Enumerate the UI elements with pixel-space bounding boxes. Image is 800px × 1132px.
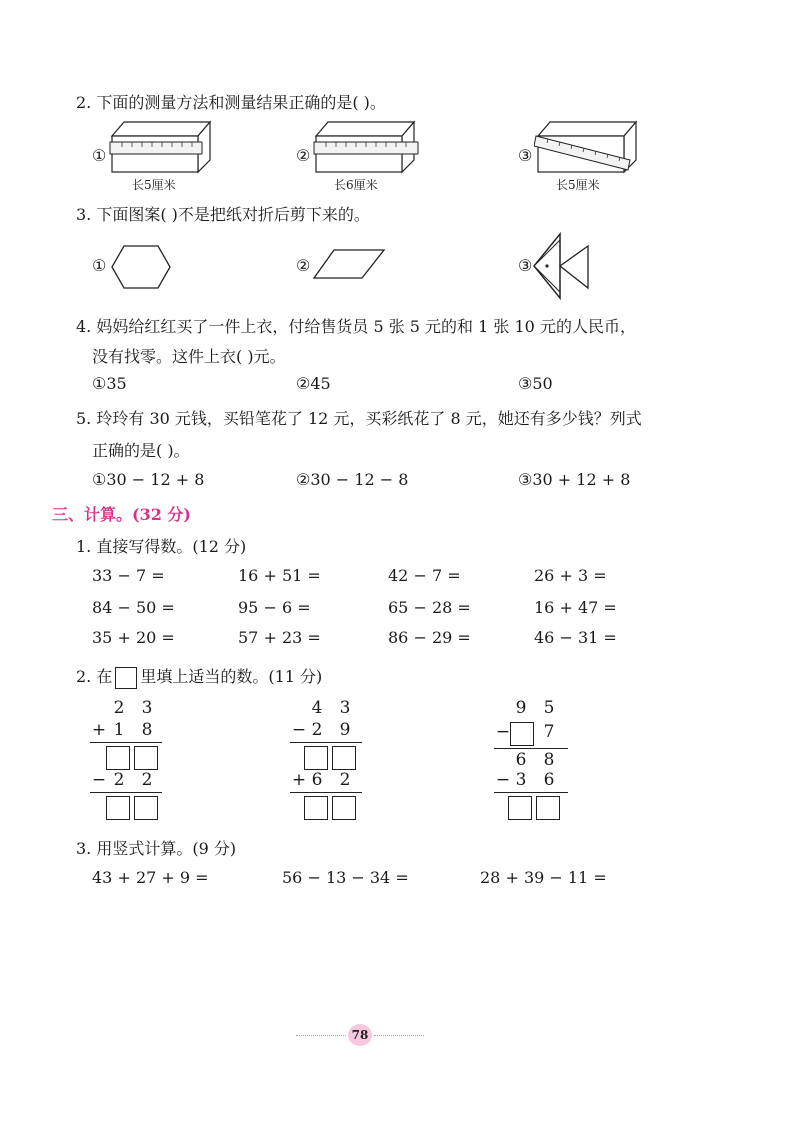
q3-option-2-mark[interactable]: ② [296,256,311,275]
q2-text: 2. 下面的测量方法和测量结果正确的是( )。 [76,93,386,112]
puzzle-operator: + [91,720,107,740]
q5-option-2[interactable]: ②30 − 12 − 8 [296,470,409,489]
calc-sub1-title: 1. 直接写得数。(12 分) [76,537,247,556]
hexagon-shape [110,244,172,290]
q2-option-2-mark[interactable]: ② [296,146,311,165]
puzzle-line [494,748,568,749]
puzzle-line [290,742,362,743]
puzzle-digit: 6 [515,750,527,770]
calc-item: 16 + 51 = [238,566,321,585]
calc-sub2-title-pre: 2. 在 [76,667,113,686]
answer-box[interactable] [332,796,356,820]
puzzle-digit: 2 [141,770,153,790]
footer-dots-left [296,1035,346,1036]
puzzle-operator: − [291,720,307,740]
puzzle-digit: 3 [515,770,527,790]
puzzle-digit: 2 [311,720,323,740]
answer-box[interactable] [304,746,328,770]
puzzle-operator: + [291,770,307,790]
calc-sub2-title-post: 里填上适当的数。(11 分) [140,667,323,686]
q3-option-1-mark[interactable]: ① [92,256,107,275]
puzzle-line [90,792,162,793]
puzzle-operator: − [91,770,107,790]
box-ruler-figure-3 [534,116,638,176]
calc-sub3-title: 3. 用竖式计算。(9 分) [76,839,237,858]
calc-item: 33 − 7 = [92,566,165,585]
puzzle-digit: 2 [339,770,351,790]
q4-option-1[interactable]: ①35 [92,374,127,393]
puzzle-line [494,792,568,793]
q5-line2: 正确的是( )。 [92,441,190,460]
puzzle-digit: 2 [113,698,125,718]
calc-item: 95 − 6 = [238,598,311,617]
answer-box[interactable] [106,746,130,770]
calc-sub2-title [76,664,322,689]
calc-item: 35 + 20 = [92,628,175,647]
page-number: 78 [348,1024,372,1046]
q5-option-3[interactable]: ③30 + 12 + 8 [518,470,631,489]
calc-item: 46 − 31 = [534,628,617,647]
answer-box[interactable] [106,796,130,820]
q2-option-2-caption: 长6厘米 [334,178,378,192]
q2-option-1-caption: 长5厘米 [132,178,176,192]
puzzle-line [290,792,362,793]
q2-option-1-mark[interactable]: ① [92,146,107,165]
puzzle-digit: 4 [311,698,323,718]
answer-box[interactable] [134,746,158,770]
puzzle-digit: 2 [113,770,125,790]
q3-text: 3. 下面图案( )不是把纸对折后剪下来的。 [76,205,370,224]
q4-option-2[interactable]: ②45 [296,374,331,393]
puzzle-operator: − [495,722,511,742]
puzzle-digit: 5 [543,698,555,718]
section-3-title: 三、计算。(32 分) [52,505,191,524]
puzzle-digit: 6 [311,770,323,790]
puzzle-digit: 8 [543,750,555,770]
answer-box[interactable] [304,796,328,820]
q4-option-3[interactable]: ③50 [518,374,553,393]
puzzle-digit: 9 [515,698,527,718]
vertical-calc-item: 28 + 39 − 11 = [480,868,607,887]
q4-line1: 4. 妈妈给红红买了一件上衣，付给售货员 5 张 5 元的和 1 张 10 元的人民币， [76,317,636,336]
parallelogram-shape [312,248,386,280]
q5-option-1[interactable]: ①30 − 12 + 8 [92,470,205,489]
box-ruler-figure-2 [312,118,420,174]
vertical-calc-item: 56 − 13 − 34 = [282,868,409,887]
q2-option-3-mark[interactable]: ③ [518,146,533,165]
answer-box[interactable] [536,796,560,820]
answer-box-sample [115,667,137,689]
answer-box[interactable] [332,746,356,770]
q2-option-3-caption: 长5厘米 [556,178,600,192]
calc-item: 86 − 29 = [388,628,471,647]
q5-line1: 5. 玲玲有 30 元钱，买铅笔花了 12 元，买彩纸花了 8 元，她还有多少钱？列式 [76,409,642,428]
answer-box[interactable] [510,722,534,746]
puzzle-digit: 3 [339,698,351,718]
puzzle-operator: − [495,770,511,790]
vertical-calc-item: 43 + 27 + 9 = [92,868,209,887]
puzzle-digit: 7 [543,722,555,742]
box-ruler-figure-1 [108,118,212,174]
calc-item: 16 + 47 = [534,598,617,617]
puzzle-digit: 8 [141,720,153,740]
calc-item: 26 + 3 = [534,566,607,585]
calc-item: 84 − 50 = [92,598,175,617]
q3-option-3-mark[interactable]: ③ [518,256,533,275]
puzzle-digit: 3 [141,698,153,718]
calc-item: 65 − 28 = [388,598,471,617]
calc-item: 57 + 23 = [238,628,321,647]
answer-box[interactable] [134,796,158,820]
fish-shape [532,232,594,300]
puzzle-digit: 6 [543,770,555,790]
puzzle-digit: 9 [339,720,351,740]
footer-dots-right [374,1035,424,1036]
puzzle-digit: 1 [113,720,125,740]
q4-line2: 没有找零。这件上衣( )元。 [92,347,286,366]
answer-box[interactable] [508,796,532,820]
calc-item: 42 − 7 = [388,566,461,585]
puzzle-line [90,742,162,743]
